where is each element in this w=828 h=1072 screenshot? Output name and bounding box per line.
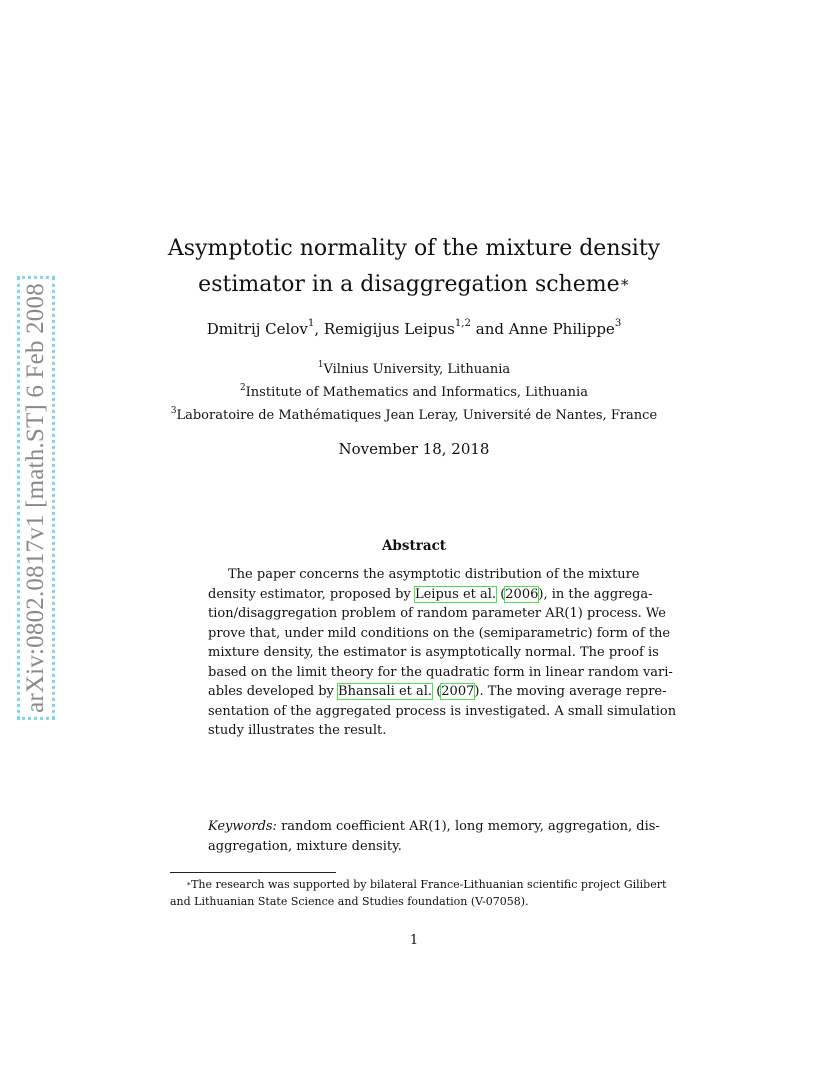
arxiv-stamp: arXiv:0802.0817v1 [math.ST] 6 Feb 2008 <box>17 276 55 720</box>
paper-title <box>0 231 828 303</box>
author-celov: Dmitrij Celov <box>206 320 308 338</box>
abstract-line: prove that, under mild conditions on the (semiparametric) form of the <box>208 625 671 641</box>
affiliation-2 <box>0 385 828 400</box>
affiliation-2-mark: 2 <box>240 383 246 394</box>
affiliation-3-text: Laboratoire de Mathématiques Jean Leray, Université de Nantes, France <box>176 408 658 423</box>
abstract-line: The paper concerns the asymptotic distribution of the mixture <box>228 567 640 582</box>
affiliation-2-text: Institute of Mathematics and Informatics, Lithuania <box>245 385 588 400</box>
affiliation-1 <box>0 362 828 377</box>
affiliation-3 <box>0 408 828 423</box>
author-philippe: and Anne Philippe <box>471 320 615 338</box>
footnote-rule <box>170 872 336 873</box>
abstract-line: tion/disaggregation problem of random parameter AR(1) process. We <box>208 606 666 621</box>
affiliation-3-mark: 3 <box>170 406 177 417</box>
abstract-line: mixture density, the estimator is asymptotically normal. The proof is <box>208 645 659 660</box>
footnote-mark: ∗ <box>186 878 192 888</box>
title-footnote-mark: ∗ <box>619 273 630 292</box>
paper-date: November 18, 2018 <box>338 440 490 458</box>
keywords <box>208 817 660 857</box>
footnote <box>170 876 667 910</box>
abstract-line: study illustrates the result. <box>208 723 387 738</box>
abstract-heading: Abstract <box>381 538 447 554</box>
footnote-line: and Lithuanian State Science and Studies foundation (V-07058). <box>170 895 529 908</box>
title-line-1: Asymptotic normality of the mixture density <box>167 236 661 261</box>
author-celov-affil: 1 <box>307 317 315 329</box>
abstract-line: ables developed by Bhansali et al. (2007). The moving average repre- <box>208 684 667 699</box>
affiliation-1-mark: 1 <box>317 360 324 371</box>
affiliation-1-text: Vilnius University, Lithuania <box>323 362 511 377</box>
keywords-label: Keywords: <box>208 819 277 834</box>
keywords-line: Keywords: random coefficient AR(1), long memory, aggregation, dis- <box>208 819 660 834</box>
author-leipus: , Remigijus Leipus <box>314 320 455 338</box>
keywords-line: aggregation, mixture density. <box>208 839 402 854</box>
abstract-line: density estimator, proposed by Leipus et al. (2006), in the aggrega- <box>208 586 653 602</box>
citation-bhansali-year-link[interactable]: 2007 <box>441 684 475 699</box>
author-philippe-affil: 3 <box>614 317 622 329</box>
citation-leipus-year-link[interactable]: 2006 <box>505 586 539 602</box>
abstract-line: sentation of the aggregated process is investigated. A small simulation <box>208 703 677 719</box>
citation-bhansali-link[interactable]: Bhansali et al. <box>338 684 433 699</box>
abstract-line: based on the limit theory for the quadratic form in linear random vari- <box>208 664 673 680</box>
page-number: 1 <box>409 933 419 948</box>
author-leipus-affil: 1,2 <box>454 317 472 329</box>
abstract-body <box>208 565 677 741</box>
title-line-2: estimator in a disaggregation scheme∗ <box>198 272 630 297</box>
author-list <box>0 317 828 338</box>
citation-leipus-link[interactable]: Leipus et al. <box>414 586 497 602</box>
footnote-line: ∗The research was supported by bilateral France-Lithuanian scientific project Gilibert <box>186 878 667 891</box>
